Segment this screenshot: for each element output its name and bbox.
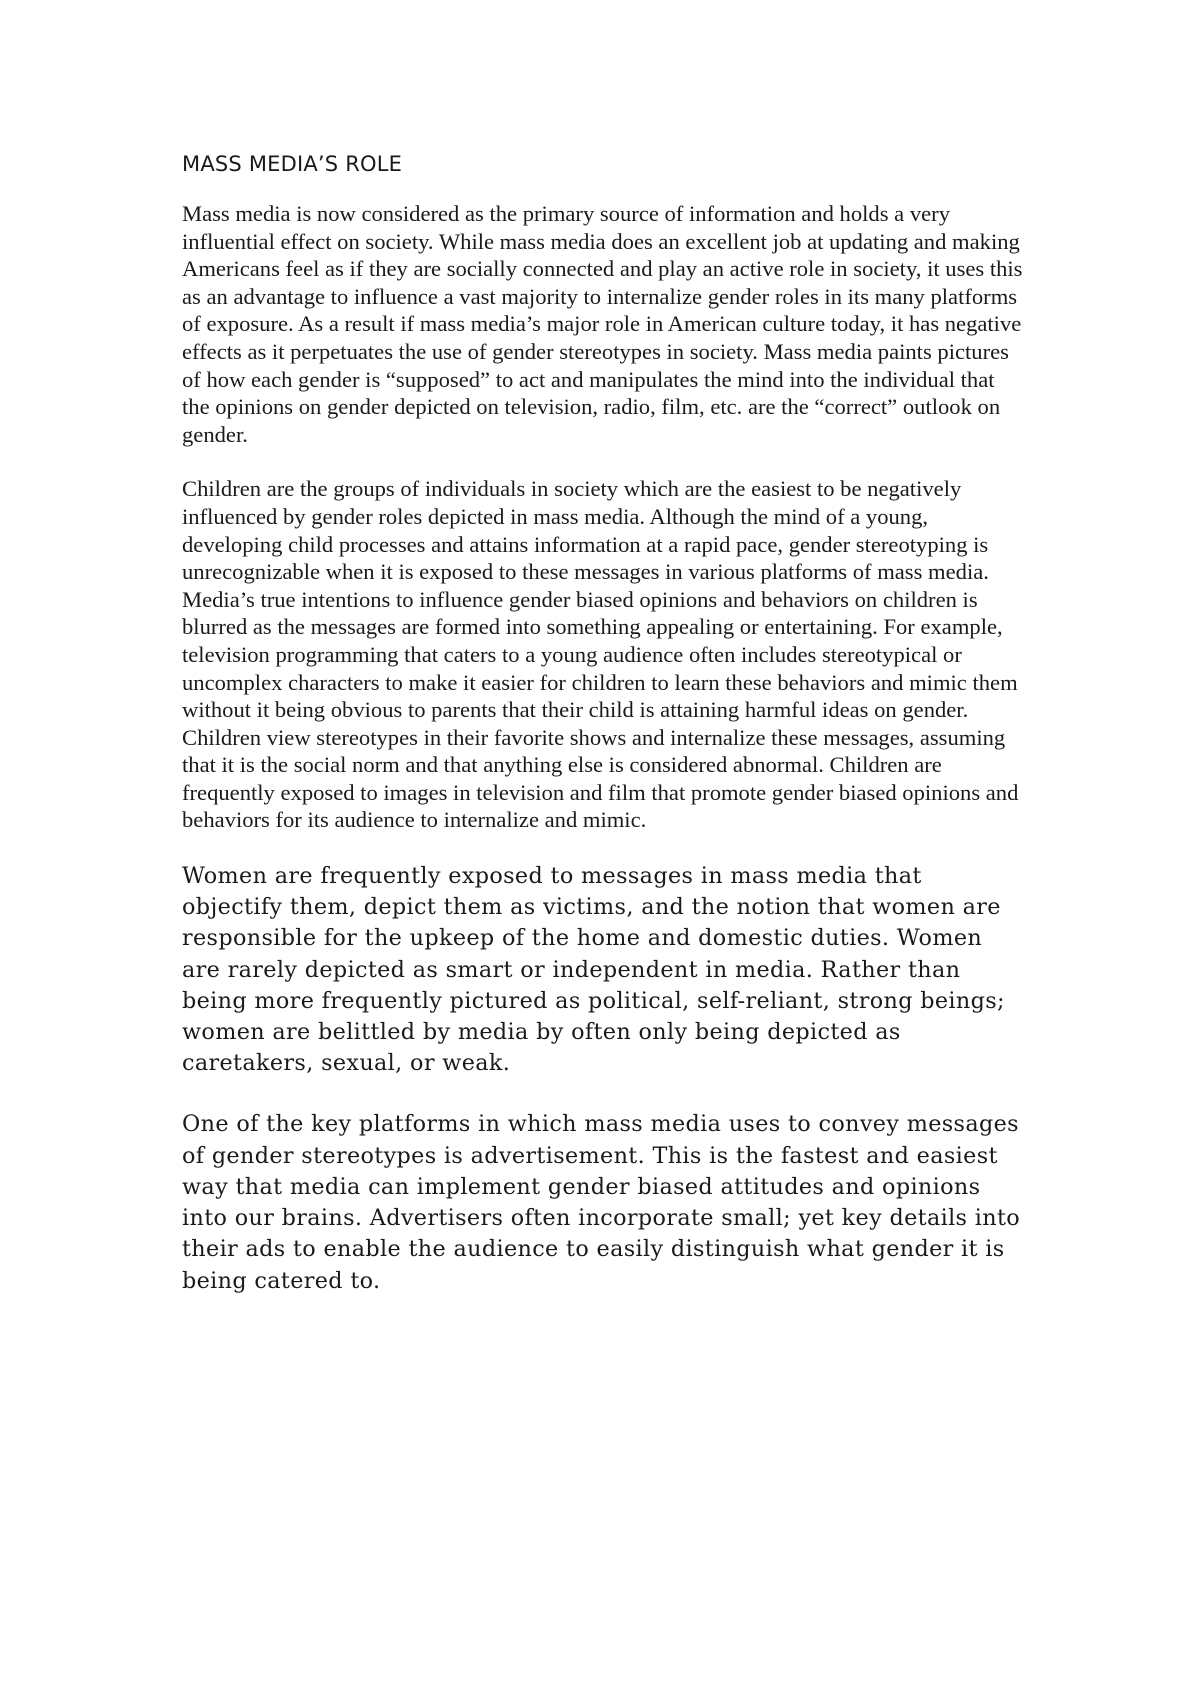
document-body bbox=[182, 150, 1027, 1327]
paragraph-3: Women are frequently exposed to messages in mass media that objectify them, depict them as victims, and the notion that women are responsible for the upkeep of the home and domestic duties. Women are rarely depicted as smart or independent in media. Rather than being more frequently pictured as political, self-reliant, strong beings; women are belittled by media by often only being depicted as caretakers, sexual, or weak. bbox=[182, 863, 1005, 1077]
paragraph-4: One of the key platforms in which mass media uses to convey messages of gender stereotypes is advertisement. This is the fastest and easiest way that media can implement gender biased attitudes and opinions into our brains. Advertisers often incorporate small; yet key details into their ads to enable the audience to easily distinguish what gender it is being catered to. bbox=[182, 1111, 1021, 1294]
document-heading: MASS MEDIA’S ROLE bbox=[182, 152, 403, 176]
paragraph-2: Children are the groups of individuals in society which are the easiest to be negatively influenced by gender roles depicted in mass media. Although the mind of a young, developing child processes and attains information at a rapid pace, gender stereotyping is unrecognizable when it is exposed to these messages in various platforms of mass media. Media’s true intentions to influence gender biased opinions and behaviors on children is blurred as the messages are formed into something appealing or entertaining. For example, television programming that caters to a young audience often includes stereotypical or uncomplex characters to make it easier for children to learn these behaviors and mimic them without it being obvious to parents that their child is attaining harmful ideas on gender. Children view stereotypes in their favorite shows and internalize these messages, assuming that it is the social norm and that anything else is considered abnormal. Children are frequently exposed to images in television and film that promote gender biased opinions and behaviors for its audience to internalize and mimic. bbox=[182, 476, 1019, 833]
paragraph-1: Mass media is now considered as the primary source of information and holds a very influential effect on society. While mass media does an excellent job at updating and making Americans feel as if they are socially connected and play an active role in society, it uses this as an advantage to influence a vast majority to internalize gender roles in its many platforms of exposure. As a result if mass media’s major role in American culture today, it has negative effects as it perpetuates the use of gender stereotypes in society. Mass media paints pictures of how each gender is “supposed” to act and manipulates the mind into the individual that the opinions on gender depicted on television, radio, film, etc. are the “correct” outlook on gender. bbox=[182, 201, 1023, 447]
